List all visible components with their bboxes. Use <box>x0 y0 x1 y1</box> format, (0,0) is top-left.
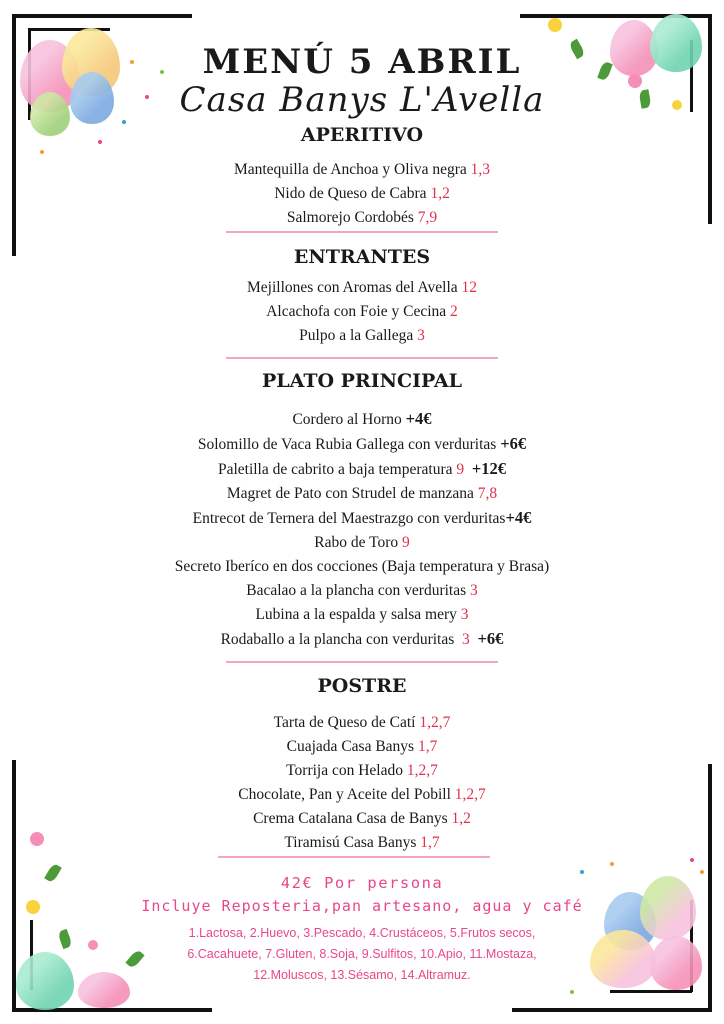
menu-item: Pulpo a la Gallega 3 <box>299 327 425 344</box>
menu-item: Rabo de Toro 9 <box>314 534 410 551</box>
menu-item: Paletilla de cabrito a baja temperatura 9 +12€ <box>217 459 507 478</box>
menu-item: Entrecot de Ternera del Maestrazgo con verduritas+4€ <box>192 508 532 527</box>
restaurant-name: Casa Banys L'Avella <box>179 80 545 120</box>
menu-item: Tiramisú Casa Banys 1,7 <box>284 834 440 851</box>
flower-icon <box>548 18 562 32</box>
section-postre <box>0 675 724 855</box>
menu-item: Tarta de Queso de Catí 1,2,7 <box>273 714 451 731</box>
allergen-legend-line: 1.Lactosa, 2.Huevo, 3.Pescado, 4.Crustáceos, 5.Frutos secos, <box>188 926 536 940</box>
menu-item: Salmorejo Cordobés 7,9 <box>286 209 438 226</box>
menu-item: Nido de Queso de Cabra 1,2 <box>274 185 450 202</box>
section-divider <box>226 661 498 663</box>
menu-item: Torrija con Helado 1,2,7 <box>286 762 438 779</box>
allergen-legend-line: 6.Cacahuete, 7.Gluten, 8.Soja, 9.Sulfitos, 10.Apio, 11.Mostaza, <box>187 947 537 961</box>
menu-item: Magret de Pato con Strudel de manzana 7,8 <box>226 485 498 502</box>
section-entrantes <box>0 246 724 348</box>
section-title: ENTRANTES <box>293 246 431 268</box>
section-divider <box>218 856 490 858</box>
section-title: PLATO PRINCIPAL <box>261 370 462 392</box>
section-title: APERITIVO <box>300 124 424 146</box>
section-divider <box>226 231 498 233</box>
menu-item: Alcachofa con Foie y Cecina 2 <box>266 303 458 320</box>
menu-item: Rodaballo a la plancha con verduritas 3 +6€ <box>220 629 504 648</box>
menu-title: MENÚ 5 ABRIL <box>202 42 522 82</box>
menu-item: Mantequilla de Anchoa y Oliva negra 1,3 <box>233 161 491 178</box>
section-plato-principal <box>0 370 724 652</box>
menu-item: Lubina a la espalda y salsa mery 3 <box>255 606 469 623</box>
price-per-person: 42€ Por persona <box>280 874 444 892</box>
allergen-legend <box>0 923 724 986</box>
allergen-legend-line: 12.Moluscos, 13.Sésamo, 14.Altramuz. <box>253 968 471 982</box>
includes-note: Incluye Reposteria,pan artesano, agua y café <box>141 897 583 915</box>
section-aperitivo <box>0 124 724 230</box>
menu-item: Cuajada Casa Banys 1,7 <box>286 738 438 755</box>
section-title: POSTRE <box>317 675 407 697</box>
menu-item: Crema Catalana Casa de Banys 1,2 <box>253 810 471 827</box>
menu-item: Solomillo de Vaca Rubia Gallega con verduritas +6€ <box>197 434 527 453</box>
menu-item: Cordero al Horno +4€ <box>292 409 432 428</box>
menu-item: Mejillones con Aromas del Avella 12 <box>246 279 478 296</box>
menu-item: Bacalao a la plancha con verduritas 3 <box>246 582 478 599</box>
section-divider <box>226 357 498 359</box>
menu-item: Chocolate, Pan y Aceite del Pobill 1,2,7 <box>238 786 486 803</box>
menu-item: Secreto Iberíco en dos cocciones (Baja temperatura y Brasa) <box>174 558 550 575</box>
